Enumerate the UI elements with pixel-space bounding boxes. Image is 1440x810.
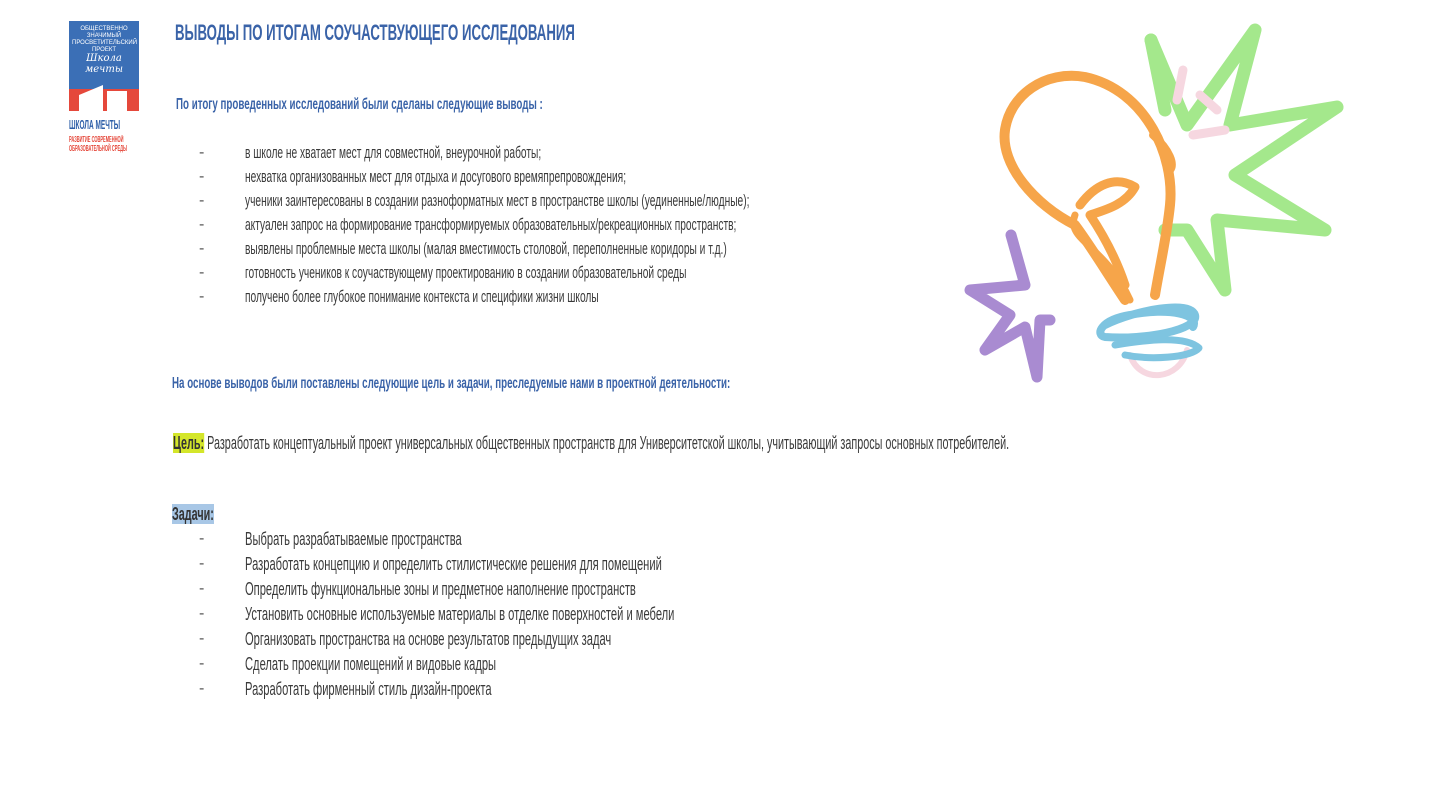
- goal-text: Разработать концептуальный проект универсальных общественных пространств для Университетской школы, учитывающий запросы основных потребителей.: [204, 433, 1010, 453]
- goal-statement: [173, 431, 1440, 455]
- logo-emblem: [69, 21, 139, 111]
- lightbulb-doodle-icon: [955, 15, 1355, 395]
- logo-subtitle: РАЗВИТИЕ СОВРЕМЕННОЙ ОБРАЗОВАТЕЛЬНОЙ СРЕДЫ: [69, 135, 127, 153]
- conclusions-heading: По итогу проведенных исследований были сделаны следующие выводы :: [176, 96, 543, 113]
- goal-label: Цель:: [173, 433, 205, 453]
- page-title: ВЫВОДЫ ПО ИТОГАМ СОУЧАСТВУЮЩЕГО ИССЛЕДОВАНИЯ: [175, 20, 575, 45]
- tasks-label: Задачи:: [172, 504, 214, 524]
- goals-heading: На основе выводов были поставлены следующие цель и задачи, преследуемые нами в проектной деятельности:: [172, 375, 731, 392]
- school-of-dreams-logo: [69, 21, 139, 156]
- logo-script-text: Школа мечты: [84, 53, 124, 75]
- logo-name: ШКОЛА МЕЧТЫ: [69, 117, 121, 132]
- logo-building-icon: [69, 81, 139, 111]
- logo-project-caption: ОБЩЕСТВЕННО ЗНАЧИМЫЙ ПРОСВЕТИТЕЛЬСКИЙ ПРОЕКТ: [72, 26, 138, 53]
